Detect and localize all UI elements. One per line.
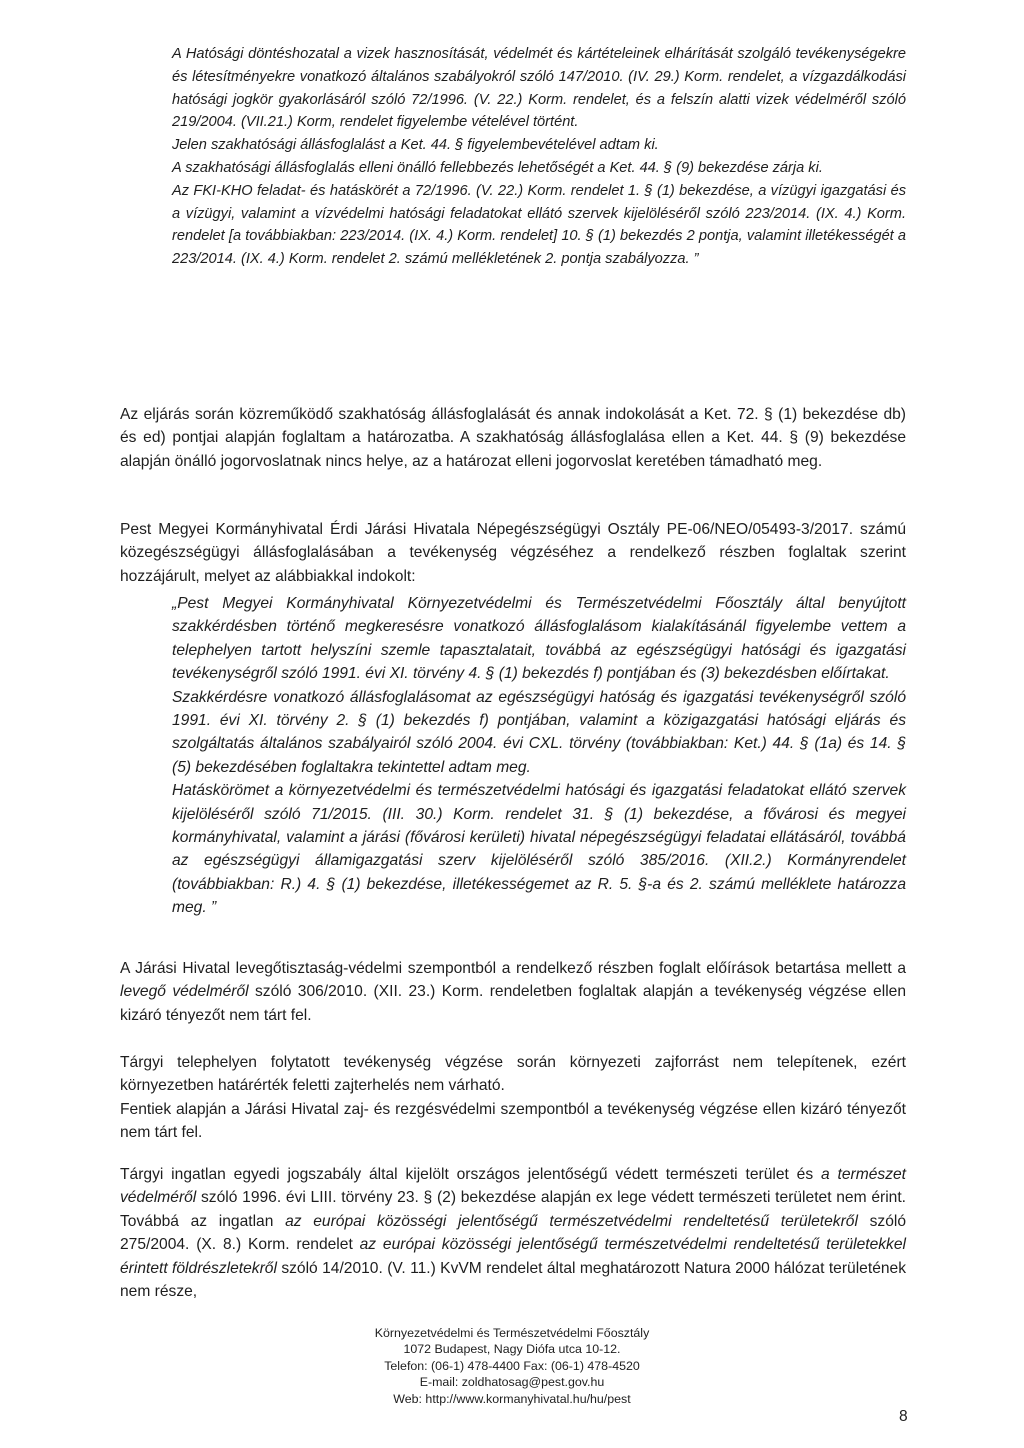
quote-paragraph: Jelen szakhatósági állásfoglalást a Ket. 44. § figyelembevételével adtam ki. [172, 137, 659, 154]
footer-address: 1072 Budapest, Nagy Diófa utca 10-12. [403, 1342, 621, 1357]
body-paragraph-text: A Járási Hivatal levegőtisztaság-védelmi szempontból a rendelkező részben foglalt előírások betartása mellett a levegő védelméről szóló 306/2010. (XII. 23.) Korm. rendeletben foglaltak alapján a tevékenység végzése ellen kizáró tényezőt nem tárt fel. [120, 960, 906, 1024]
body-paragraph-text: Fentiek alapján a Járási Hivatal zaj- és rezgésvédelmi szempontból a tevékenység végzése ellen kizáró tényezőt nem tárt fel. [120, 1100, 906, 1142]
quote-paragraph: Hatáskörömet a környezetvédelmi és természetvédelmi hatósági és igazgatási feladatokat ellátó szervek kijelöléséről szóló 71/2015. (III. 30.) Korm. rendelet 31. § (1) bekezdése, a fővárosi és megyei kormányhivatal, valamint a járási (fővárosi kerületi) hivatal népegészségügyi feladatai ellátásáról, továbbá az egészségügyi államigazgatási szerv kijelöléséről szóló 385/2016. (XII.2.) Kormányrendelet (továbbiakban: R.) 4. § (1) bekezdése, illetékességemet az R. 5. §-a és 2. számú melléklete határozza meg. ” [172, 782, 906, 917]
body-paragraph-text: Az eljárás során közreműködő szakhatóság állásfoglalását és annak indokolását a Ket. 72. § (1) bekezdése db) és ed) pontjai alapján foglaltam a határozatba. A szakhatóság állásfoglalása ellen a Ket. 44. § (9) bekezdése alapján önálló jogorvoslatnak nincs helye, az a határozat elleni jogorvoslat keretében támadható meg. [120, 406, 906, 470]
footer-department: Környezetvédelmi és Természetvédelmi Főosztály [374, 1326, 650, 1340]
body-paragraph [120, 1163, 906, 1303]
body-paragraph-text: Pest Megyei Kormányhivatal Érdi Járási Hivatala Népegészségügyi Osztály PE-06/NEO/05493-3/2017. számú közegészségügyi állásfoglalásában a tevékenység végzéséhez a rendelkező részben foglaltak szerint hozzájárult, melyet az alábbiakkal indokolt: [120, 521, 906, 585]
page-footer [330, 1325, 694, 1407]
footer-web: Web: http://www.kormanyhivatal.hu/hu/pest [393, 1391, 631, 1406]
body-paragraph [120, 518, 906, 588]
body-paragraph [120, 403, 906, 473]
page-number: 8 [899, 1408, 908, 1425]
body-paragraph-text: Tárgyi telephelyen folytatott tevékenység végzése során környezeti zajforrást nem telepítenek, ezért környezetben határérték feletti zajterhelés nem várható. [120, 1054, 906, 1095]
quoted-health-statement [172, 592, 906, 920]
quote-paragraph: A Hatósági döntéshozatal a vizek hasznosítását, védelmét és kártételeinek elhárítását szolgáló tevékenységekre és létesítményekre vonatkozó általános szabályokról szóló 147/2010. (IV. 29.) Korm. rendelet, a vízgazdálkodási hatósági jogkör gyakorlásáról szóló 72/1996. (V. 22.) Korm. rendelet, és a felszín alatti vizek védelméről szóló 219/2004. (VII.21.) Korm, rendelet figyelembe vételével történt. [172, 46, 906, 131]
footer-email: E-mail: zoldhatosag@pest.gov.hu [419, 1375, 605, 1390]
quote-paragraph: Az FKI-KHO feladat- és hatáskörét a 72/1996. (V. 22.) Korm. rendelet 1. § (1) bekezdése, a vízügyi igazgatási és a vízügyi, valamint a vízvédelmi hatósági feladatokat ellátó szervek kijelöléséről szóló 223/2014. (IX. 4.) Korm. rendelet [a továbbiakban: 223/2014. (IX. 4.) Korm. rendelet] 10. § (1) bekezdés 2 pontja, valamint illetékességét a 223/2014. (IX. 4.) Korm. rendelet 2. számú mellékletének 2. pontja szabályozza. ” [172, 182, 906, 268]
quoted-authority-statement [172, 43, 906, 271]
quote-paragraph: Szakkérdésre vonatkozó állásfoglalásomat az egészségügyi hatóság és igazgatási tevékenységről szóló 1991. évi XI. törvény 2. § (1) bekezdés f) pontjában, valamint a közigazgatási hatósági eljárás és szolgáltatás általános szabályairól szóló 2004. évi CXL. törvény (továbbiakban: Ket.) 44. § (1a) és 14. § (5) bekezdésében foglaltakra tekintettel adtam meg. [172, 688, 906, 776]
body-paragraph [120, 957, 906, 1027]
footer-phone-fax: Telefon: (06-1) 478-4400 Fax: (06-1) 478-4520 [384, 1358, 640, 1373]
body-paragraph-text: Tárgyi ingatlan egyedi jogszabály által kijelölt országos jelentőségű védett természeti terület és a természet védelméről szóló 1996. évi LIII. törvény 23. § (2) bekezdése alapján ex lege védett természeti területet nem érint. Továbbá az ingatlan az európai közösségi jelentőségű természetvédelmi rendeltetésű területekről szóló 275/2004. (X. 8.) Korm. rendelet az európai közösségi jelentőségű természetvédelmi rendeltetésű területekkel érintett földrészletekről szóló 14/2010. (V. 11.) KvVM rendelet által meghatározott Natura 2000 hálózat területének nem része, [120, 1166, 907, 1301]
body-paragraph [120, 1051, 906, 1145]
quote-paragraph: A szakhatósági állásfoglalás elleni önálló fellebbezés lehetőségét a Ket. 44. § (9) bekezdése zárja ki. [172, 159, 823, 176]
quote-paragraph: „Pest Megyei Kormányhivatal Környezetvédelmi és Természetvédelmi Főosztály által benyújtott szakkérdésben történő megkeresésre vonatkozó állásfoglalásom kialakításánál figyelembe vettem a telephelyen tartott helyszíni szemle tapasztalatait, továbbá az egészségügyi hatósági és igazgatási tevékenységről szóló 1991. évi XI. törvény 4. § (1) bekezdés f) pontjában és (3) bekezdésben előírtakat. [172, 595, 906, 683]
